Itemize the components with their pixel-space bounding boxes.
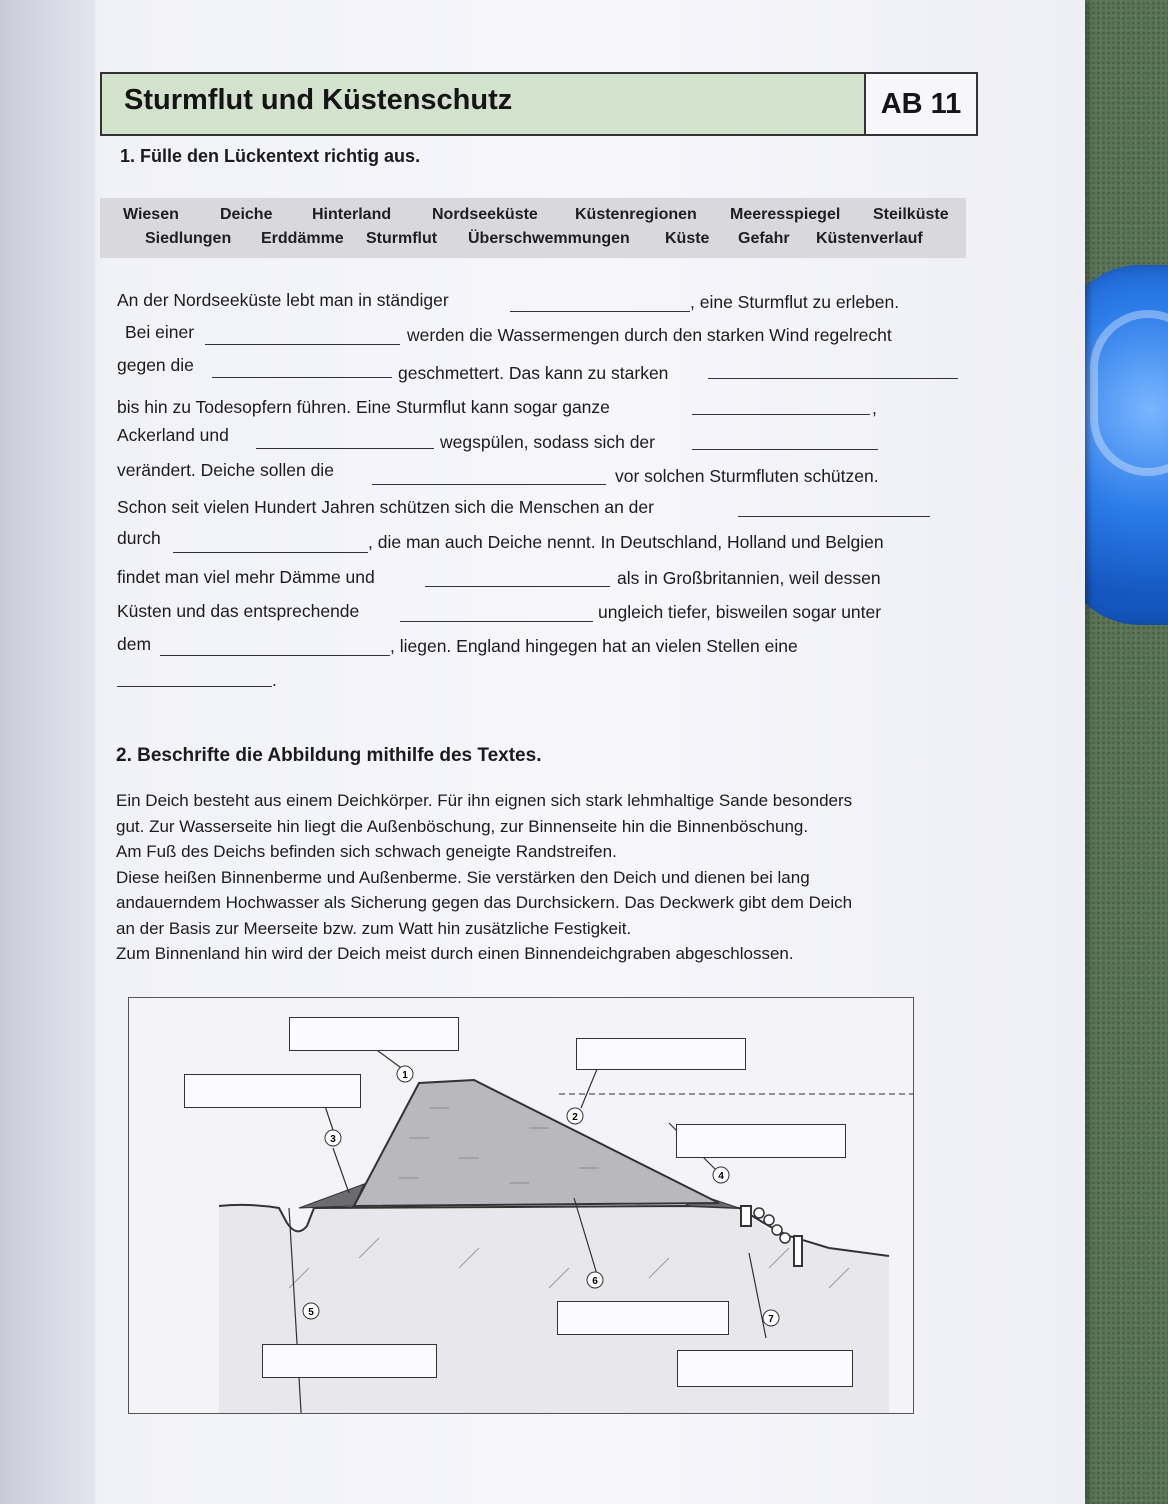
paragraph-line: gut. Zur Wasserseite hin liegt die Außenböschung, zur Binnenseite hin die Binnenböschung. — [116, 816, 809, 836]
cloze-text: als in Großbritannien, weil dessen — [617, 568, 881, 588]
label-box-6[interactable] — [557, 1301, 729, 1335]
marker-3-label: 3 — [330, 1134, 336, 1145]
word-bank-item: Küstenverlauf — [816, 230, 923, 247]
answer-blank[interactable] — [256, 448, 434, 449]
answer-blank[interactable] — [205, 344, 400, 345]
cloze-text: An der Nordseeküste lebt man in ständiger — [117, 290, 449, 310]
word-bank-item: Meeresspiegel — [730, 206, 841, 223]
answer-blank[interactable] — [692, 414, 870, 415]
answer-blank[interactable] — [160, 655, 390, 656]
sheet-number: AB 11 — [864, 74, 976, 134]
word-bank-item: Sturmflut — [366, 230, 438, 247]
cloze-text: . — [272, 670, 277, 690]
marker-4-label: 4 — [718, 1171, 724, 1182]
cloze-text: , — [872, 398, 877, 418]
answer-blank[interactable] — [400, 621, 593, 622]
paragraph-line: Ein Deich besteht aus einem Deichkörper. Für ihn eignen sich stark lehmhaltige Sande besonders — [116, 791, 853, 810]
label-box-4[interactable] — [676, 1124, 846, 1158]
marker-5-label: 5 — [308, 1307, 314, 1318]
cloze-text: findet man viel mehr Dämme und — [117, 567, 375, 587]
marker-1-label: 1 — [402, 1070, 408, 1081]
label-box-2[interactable] — [576, 1038, 746, 1070]
word-bank-item: Küstenregionen — [575, 206, 697, 223]
word-bank — [100, 198, 966, 258]
answer-blank[interactable] — [510, 311, 690, 312]
word-bank-item: Erddämme — [261, 230, 344, 247]
cloze-text: bis hin zu Todesopfern führen. Eine Sturmflut kann sogar ganze — [117, 397, 610, 417]
cloze-text: ungleich tiefer, bisweilen sogar unter — [598, 602, 882, 622]
sheet-pile — [794, 1236, 802, 1266]
marker-2-label: 2 — [572, 1112, 578, 1123]
cloze-text: Küsten und das entsprechende — [117, 601, 360, 621]
word-bank-item: Steilküste — [873, 206, 949, 223]
answer-blank[interactable] — [425, 586, 610, 587]
paragraph-line: Diese heißen Binnenberme und Außenberme. Sie verstärken den Deich und dienen bei lang — [116, 867, 810, 887]
task2-heading: 2. Beschrifte die Abbildung mithilfe des Textes. — [116, 745, 542, 766]
answer-blank[interactable] — [117, 686, 272, 687]
cloze-text: , eine Sturmflut zu erleben. — [690, 292, 900, 312]
word-bank-item: Wiesen — [123, 206, 179, 223]
paragraph-line: an der Basis zur Meerseite bzw. zum Watt hin zusätzliche Festigkeit. — [116, 918, 632, 938]
revetment-post — [741, 1206, 751, 1226]
word-bank-item: Küste — [665, 230, 710, 247]
word-bank-item: Deiche — [220, 206, 273, 223]
cloze-text: Ackerland und — [117, 425, 229, 445]
task1-heading: 1. Fülle den Lückentext richtig aus. — [120, 146, 421, 166]
cloze-text: dem — [117, 634, 152, 654]
marker-7-label: 7 — [768, 1314, 774, 1325]
word-bank-item: Siedlungen — [145, 230, 232, 247]
cloze-text: vor solchen Sturmfluten schützen. — [615, 466, 879, 486]
marker-6-label: 6 — [592, 1276, 598, 1287]
correction-tape-ring — [1090, 310, 1168, 476]
answer-blank[interactable] — [372, 484, 606, 485]
cloze-text: verändert. Deiche sollen die — [117, 460, 334, 480]
word-bank-item: Nordseeküste — [432, 206, 538, 223]
cloze-text: Bei einer — [125, 322, 195, 342]
cloze-text: geschmettert. Das kann zu starken — [398, 363, 669, 383]
label-box-3[interactable] — [184, 1074, 361, 1108]
page-title: Sturmflut und Küstenschutz — [124, 84, 513, 116]
paragraph-line: Am Fuß des Deichs befinden sich schwach geneigte Randstreifen. — [116, 842, 617, 861]
label-box-1[interactable] — [289, 1017, 459, 1051]
cloze-text: , die man auch Deiche nennt. In Deutschland, Holland und Belgien — [368, 532, 884, 552]
dike-description — [116, 788, 976, 967]
dike-body — [354, 1080, 719, 1206]
word-bank-item: Überschwemmungen — [468, 230, 630, 247]
paragraph-line: Zum Binnenland hin wird der Deich meist durch einen Binnendeichgraben abgeschlossen. — [116, 944, 794, 963]
dike-diagram — [128, 997, 914, 1414]
cloze-text: durch — [117, 528, 161, 548]
answer-blank[interactable] — [708, 378, 958, 379]
cloze-text: Schon seit vielen Hundert Jahren schützen sich die Menschen an der — [117, 497, 654, 517]
answer-blank[interactable] — [212, 377, 392, 378]
answer-blank[interactable] — [692, 449, 878, 450]
cloze-text: gegen die — [117, 355, 194, 375]
paragraph-line: andauerndem Hochwasser als Sicherung gegen das Durchsickern. Das Deckwerk gibt dem Deich — [116, 893, 853, 912]
page-fold-shadow — [0, 0, 95, 1504]
label-box-7[interactable] — [677, 1350, 853, 1387]
answer-blank[interactable] — [173, 552, 368, 553]
cloze-text: werden die Wassermengen durch den starken Wind regelrecht — [407, 325, 892, 345]
worksheet-header — [100, 72, 978, 136]
word-bank-item: Gefahr — [738, 230, 790, 247]
cloze-text: , liegen. England hingegen hat an vielen Stellen eine — [390, 636, 798, 656]
answer-blank[interactable] — [738, 516, 930, 517]
cloze-text: wegspülen, sodass sich der — [440, 432, 655, 452]
label-box-5[interactable] — [262, 1344, 437, 1378]
word-bank-item: Hinterland — [312, 206, 392, 223]
